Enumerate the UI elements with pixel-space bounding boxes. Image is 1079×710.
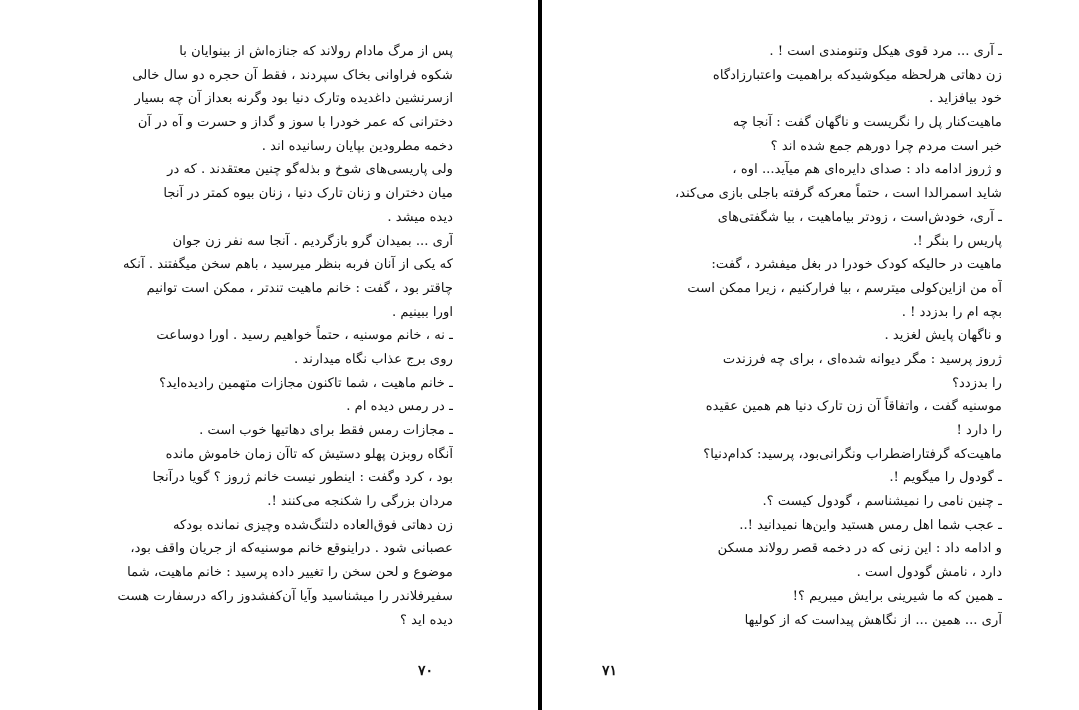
text-line: ـ نه ، خانم موسنیه ، حتماً خواهیم رسید . اورا دوساعت <box>156 328 453 344</box>
text-line: دیده اید ؟ <box>399 612 453 628</box>
text-line: ژروز پرسید : مگر دیوانه شده‌ای ، برای چه فرزندت <box>722 351 1002 367</box>
text-line: ـ آری ... مرد قوی هیکل وتنومندی است ! . <box>769 44 1002 59</box>
text-line: شکوه فراوانی بخاک سپردند ، فقط آن حجره دو سال خالی <box>132 67 453 83</box>
text-line: میان دختران و زنان تارک دنیا ، زنان بیوه کمتر در آنجا <box>163 186 453 202</box>
text-line: دخترانی که عمر خودرا با سوز و گداز و حسرت و آه در آن <box>137 115 453 131</box>
text-line: آری ... همین ... از نگاهش پیداست که از کولیها <box>744 612 1002 628</box>
text-line: عصبانی شود . دراینوقع خانم موسنیه‌که از جریان واقف بود، <box>130 541 453 557</box>
text-line: دخمه مطرودین بپایان رسانیده اند . <box>261 138 453 154</box>
text-line: و ژروز ادامه داد : صدای دایره‌ای هم میآید... اوه ، <box>732 162 1002 178</box>
text-line: پس از مرگ مادام رولاند که جنازه‌اش از بینوایان با <box>179 44 453 59</box>
text-line: ـ خانم ماهیت ، شما تاکنون مجازات متهمین رادیده‌اید؟ <box>159 375 453 391</box>
book-spine-divider <box>538 0 542 710</box>
text-line: را دارد ! <box>956 423 1002 438</box>
text-line: ماهیت در حالیکه کودک خودرا در بغل میفشرد ، گفت: <box>711 257 1002 273</box>
text-line: مردان بزرگی را شکنجه می‌کنند !. <box>267 494 453 510</box>
text-line: را بدزدد؟ <box>952 375 1002 391</box>
right-page-number: ۷۱ <box>602 663 618 679</box>
text-line: ماهیت‌کنار پل را نگریست و ناگهان گفت : آنجا چه <box>732 115 1002 131</box>
right-page <box>544 0 1079 710</box>
text-line: و ناگهان پایش لغزید . <box>884 328 1002 344</box>
text-line: ـ آری، خودش‌است ، زودتر بیاماهیت ، بیا شگفتی‌های <box>717 209 1002 225</box>
text-line: چاقتر بود ، گفت : خانم ماهیت تندتر ، ممکن است توانیم <box>146 280 453 296</box>
text-line: دیده میشد . <box>387 209 453 225</box>
text-line: آری ... بمیدان گرو بازگردیم . آنجا سه نفر زن جوان <box>172 233 453 249</box>
text-line: ولی پاریسی‌های شوخ و بذله‌گو چنین معتقدند . که در <box>167 162 453 178</box>
text-line: ـ در رمس دیده ام . <box>346 399 453 415</box>
text-line: که یکی از آنان فربه بنظر میرسید ، باهم سخن میگفتند . آنکه <box>122 257 453 273</box>
text-line: ماهیت‌که گرفتاراضطراب ونگرانی‌بود، پرسید: کدام‌دنیا؟ <box>703 446 1002 462</box>
right-page-text <box>596 40 1002 632</box>
text-line: دارد ، نامش گودول است . <box>856 565 1002 581</box>
text-line: و ادامه داد : این زنی که در دخمه قصر رولاند مسکن <box>717 541 1002 557</box>
text-line: پاریس را بنگر !. <box>913 233 1002 249</box>
text-line: موسنیه گفت ، واتفاقاً آن زن تارک دنیا هم همین عقیده <box>705 399 1002 415</box>
text-line: ـ عجب شما اهل رمس هستید واین‌ها نمیدانید !.. <box>739 517 1002 533</box>
left-page-number: ۷۰ <box>418 663 434 679</box>
text-line: بچه ام را بدزدد ! . <box>901 304 1002 320</box>
text-line: ازسرنشین داغدیده وتارک دنیا بود وگرنه بعداز آن چه بسیار <box>134 91 453 107</box>
text-line: ـ چنین نامی را نمیشناسم ، گودول کیست ؟. <box>762 494 1002 510</box>
text-line: اورا ببینیم . <box>391 304 453 320</box>
text-line: بود ، کرد وگفت : اینطور نیست خانم ژروز ؟ گویا درآنجا <box>152 470 453 486</box>
text-line: شاید اسمرالدا است ، حتماً معرکه گرفته باجلی بازی می‌کند، <box>675 186 1002 202</box>
text-line: روی برج عذاب نگاه میدارند . <box>293 351 453 367</box>
text-line: زن دهاتی هرلحظه میکوشیدکه براهمیت واعتبارزادگاه <box>712 67 1002 83</box>
text-line: خود بیافزاید . <box>929 91 1002 107</box>
left-page-text <box>55 40 453 632</box>
text-line: سفیرفلاندر را میشناسید وآیا آن‌کفشدوز راکه درسفارت هست <box>117 588 453 604</box>
text-line: ـ گودول را میگویم !. <box>889 470 1002 486</box>
text-line: ـ مجازات رمس فقط برای دهاتیها خوب است . <box>199 423 453 438</box>
text-line: خبر است مردم چرا دورهم جمع شده اند ؟ <box>770 138 1002 154</box>
text-line: ـ همین که ما شیرینی برایش میبریم ؟! <box>792 588 1002 604</box>
text-line: موضوع و لحن سخن را تغییر داده پرسید : خانم ماهیت، شما <box>127 565 453 581</box>
text-line: آه من ازاین‌کولی میترسم ، بیا فرارکنیم ، زیرا ممکن است <box>687 280 1002 296</box>
text-line: آنگاه روبزن پهلو دستیش که تاآن زمان خاموش مانده <box>165 446 453 462</box>
text-line: زن دهاتی فوق‌العاده دلتنگ‌شده وچیزی نمانده بودکه <box>172 517 453 533</box>
